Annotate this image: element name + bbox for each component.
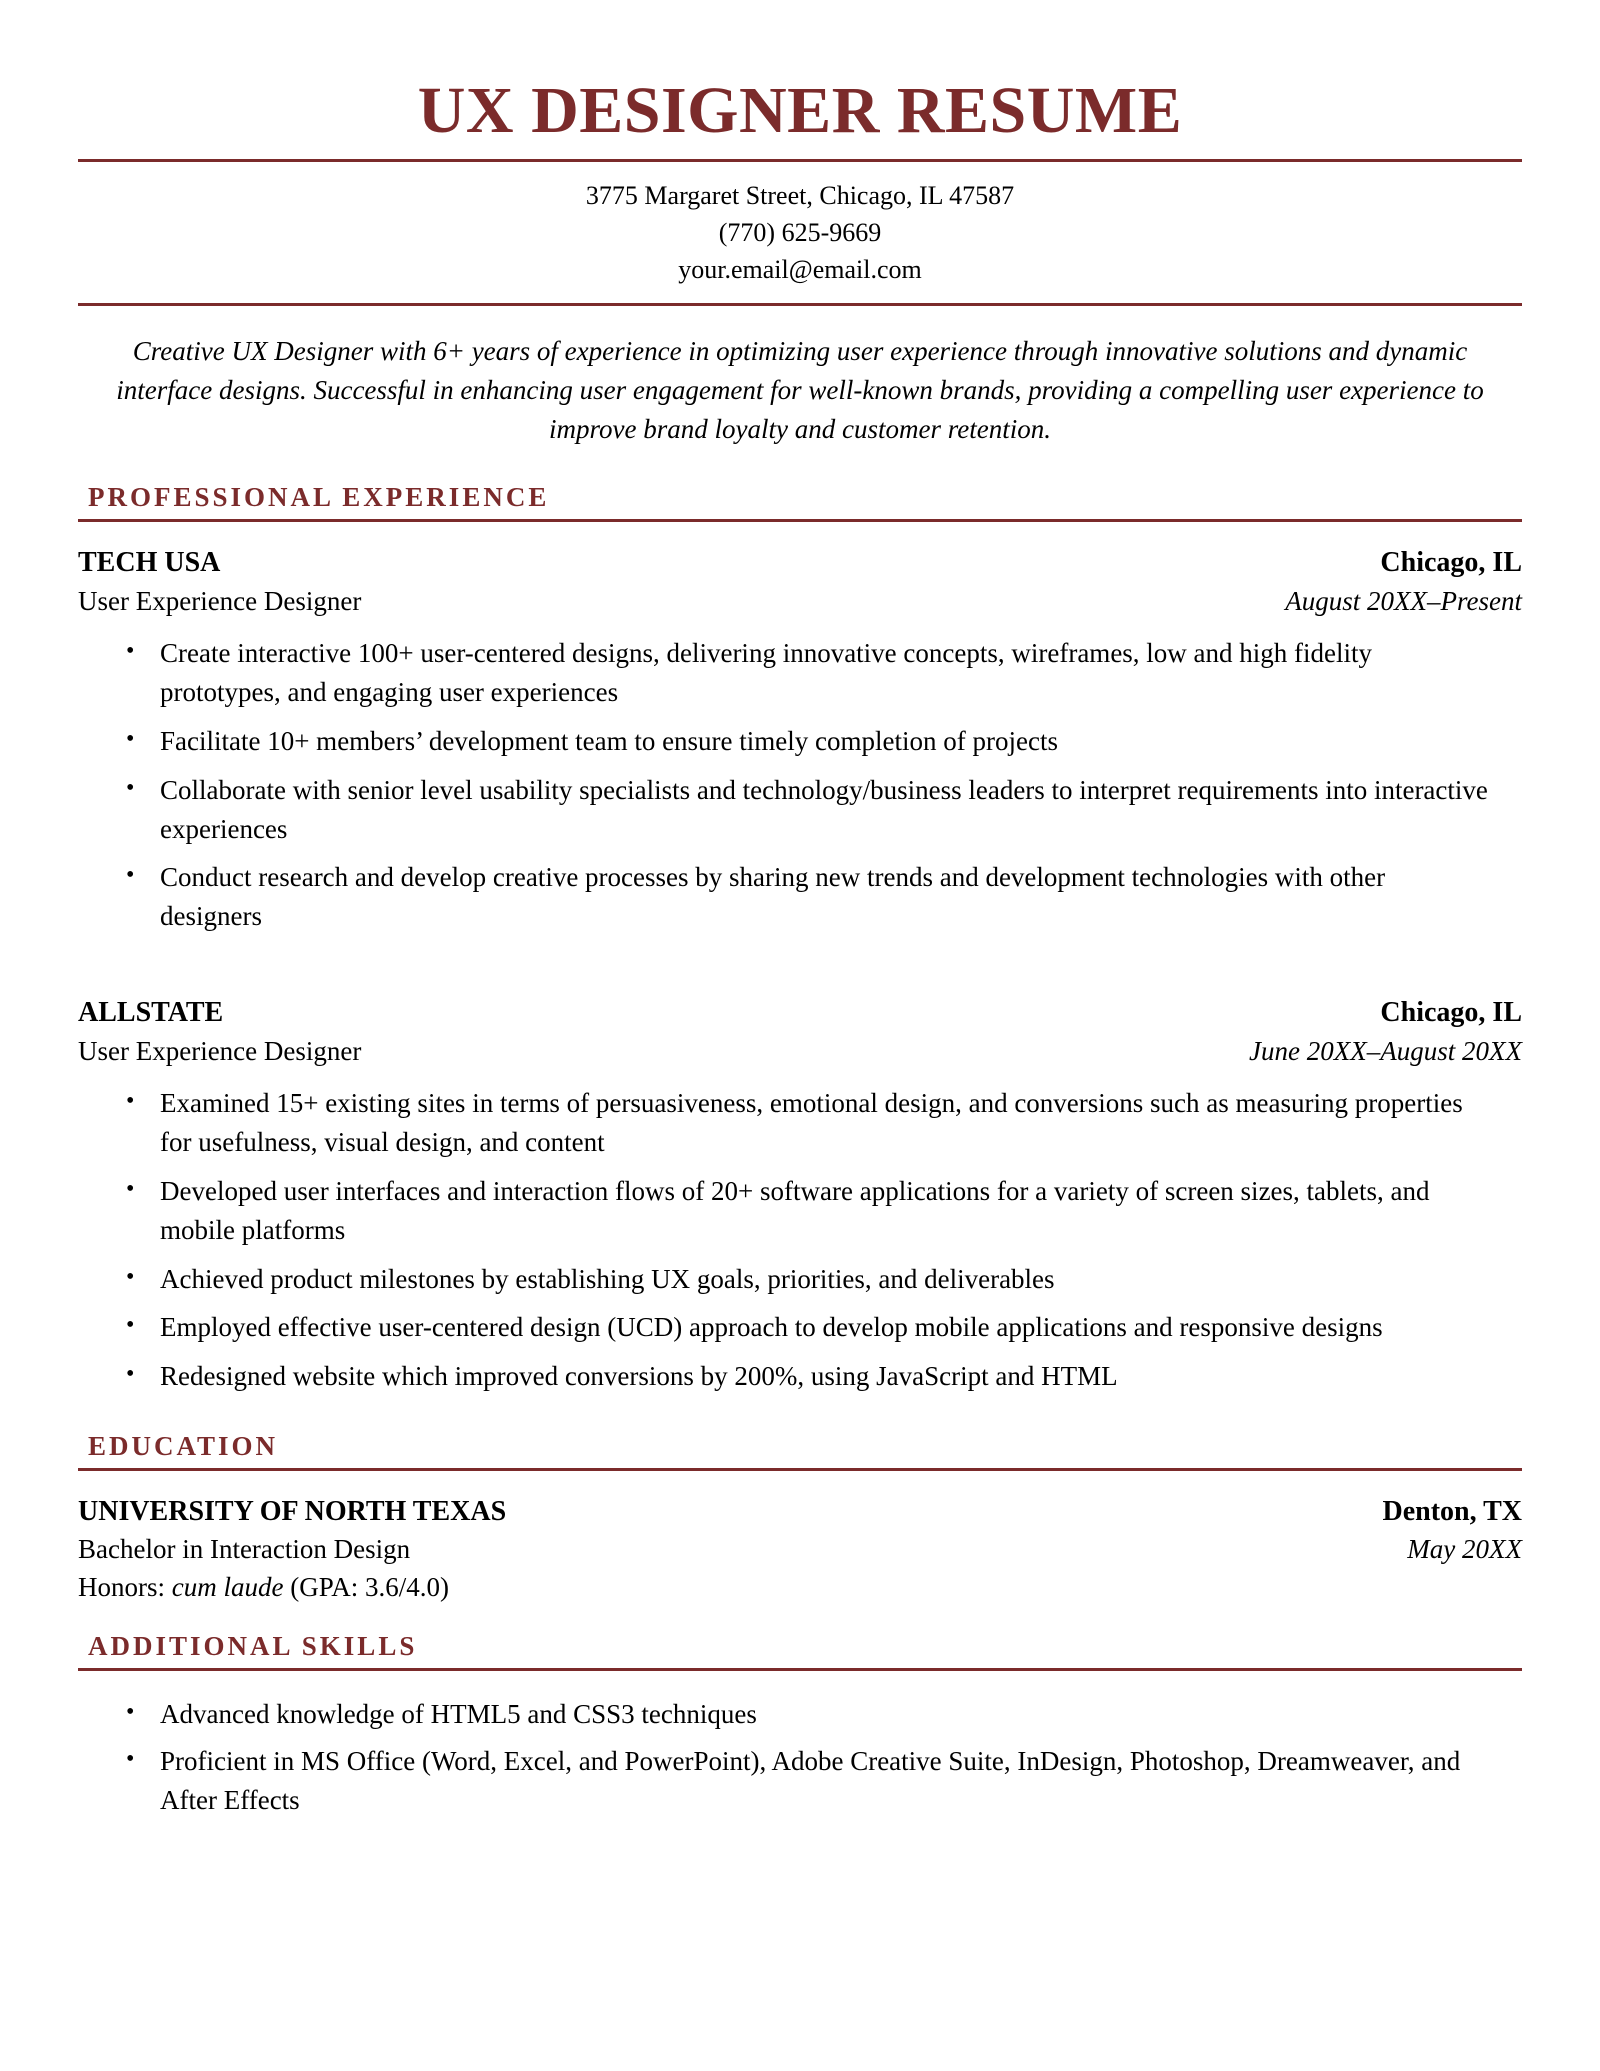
employer-name: ALLSTATE	[78, 997, 224, 1029]
education-entry-subheader	[78, 1531, 1522, 1568]
section-heading-education: EDUCATION	[88, 1431, 279, 1462]
honors-prefix: Honors:	[78, 1571, 172, 1602]
employer-location: Chicago, IL	[1380, 997, 1522, 1029]
skills-body	[78, 1671, 1522, 1828]
list-item: • Facilitate 10+ members’ development team to ensure timely completion of projects	[78, 722, 1522, 771]
experience-entry-subheader	[78, 583, 1522, 620]
list-item: • Employed effective user-centered design (UCD) approach to develop mobile applications and responsive designs	[78, 1308, 1522, 1357]
contact-block	[78, 162, 1522, 303]
list-item: • Proficient in MS Office (Word, Excel, and PowerPoint), Adobe Creative Suite, InDesign, Photoshop, Dreamweaver, and After Effects	[78, 1742, 1522, 1828]
employment-dates: August 20XX–Present	[1285, 585, 1522, 616]
experience-entry-subheader	[78, 1033, 1522, 1070]
job-title: User Experience Designer	[78, 585, 362, 616]
list-item: • Conduct research and develop creative processes by sharing new trends and development technologies with other designers	[78, 858, 1522, 946]
experience-entry-header	[78, 994, 1522, 1033]
honors-gpa: (GPA: 3.6/4.0)	[283, 1571, 449, 1602]
honors-distinction: cum laude	[171, 1571, 284, 1602]
list-item: • Developed user interfaces and interaction flows of 20+ software applications for a variety of screen sizes, tablets, and mobile platforms	[78, 1172, 1522, 1260]
experience-entry	[78, 994, 1522, 1406]
list-item: • Create interactive 100+ user-centered designs, delivering innovative concepts, wireframes, low and high fidelity prototypes, and engaging user experiences	[78, 634, 1522, 722]
section-divider-experience	[78, 519, 1522, 522]
list-item: • Redesigned website which improved conversions by 200%, using JavaScript and HTML	[78, 1357, 1522, 1406]
professional-summary: Creative UX Designer with 6+ years of experience in optimizing user experience through innovative solutions and dynamic interface designs. Successful in enhancing user engagement for well-known brands, providing a compelling user experience to improve brand loyalty and customer retention.	[116, 336, 1484, 445]
job-title: User Experience Designer	[78, 1035, 362, 1066]
employer-name: TECH USA	[78, 547, 221, 579]
experience-entry-header	[78, 544, 1522, 583]
school-name: UNIVERSITY OF NORTH TEXAS	[78, 1495, 507, 1527]
list-item: • Collaborate with senior level usability specialists and technology/business leaders to interpret requirements into interactive experiences	[78, 771, 1522, 859]
employment-dates: June 20XX–August 20XX	[1249, 1035, 1522, 1066]
degree-name: Bachelor in Interaction Design	[78, 1534, 411, 1565]
experience-entry	[78, 544, 1522, 946]
section-additional-skills	[78, 1632, 1522, 1827]
responsibilities-list	[78, 1084, 1522, 1406]
education-entry-header	[78, 1493, 1522, 1532]
list-item: • Advanced knowledge of HTML5 and CSS3 techniques	[78, 1695, 1522, 1742]
section-heading-skills: ADDITIONAL SKILLS	[88, 1631, 418, 1662]
section-education	[78, 1432, 1522, 1606]
section-professional-experience	[78, 483, 1522, 1406]
graduation-date: May 20XX	[1407, 1534, 1522, 1565]
section-heading-experience: PROFESSIONAL EXPERIENCE	[88, 482, 550, 513]
employer-location: Chicago, IL	[1380, 547, 1522, 579]
skills-list	[78, 1695, 1522, 1828]
education-entry	[78, 1493, 1522, 1607]
responsibilities-list	[78, 634, 1522, 946]
contact-address: 3775 Margaret Street, Chicago, IL 47587	[585, 181, 1015, 211]
list-item: • Achieved product milestones by establishing UX goals, priorities, and deliverables	[78, 1260, 1522, 1309]
list-item: • Examined 15+ existing sites in terms of persuasiveness, emotional design, and conversions such as measuring properties for usefulness, visual design, and content	[78, 1084, 1522, 1172]
contact-phone: (770) 625-9669	[718, 218, 882, 248]
contact-email: your.email@email.com	[678, 255, 922, 285]
school-location: Denton, TX	[1382, 1495, 1522, 1527]
page-title: UX DESIGNER RESUME	[417, 74, 1183, 147]
honors-line	[78, 1569, 1522, 1607]
section-divider-education	[78, 1468, 1522, 1471]
